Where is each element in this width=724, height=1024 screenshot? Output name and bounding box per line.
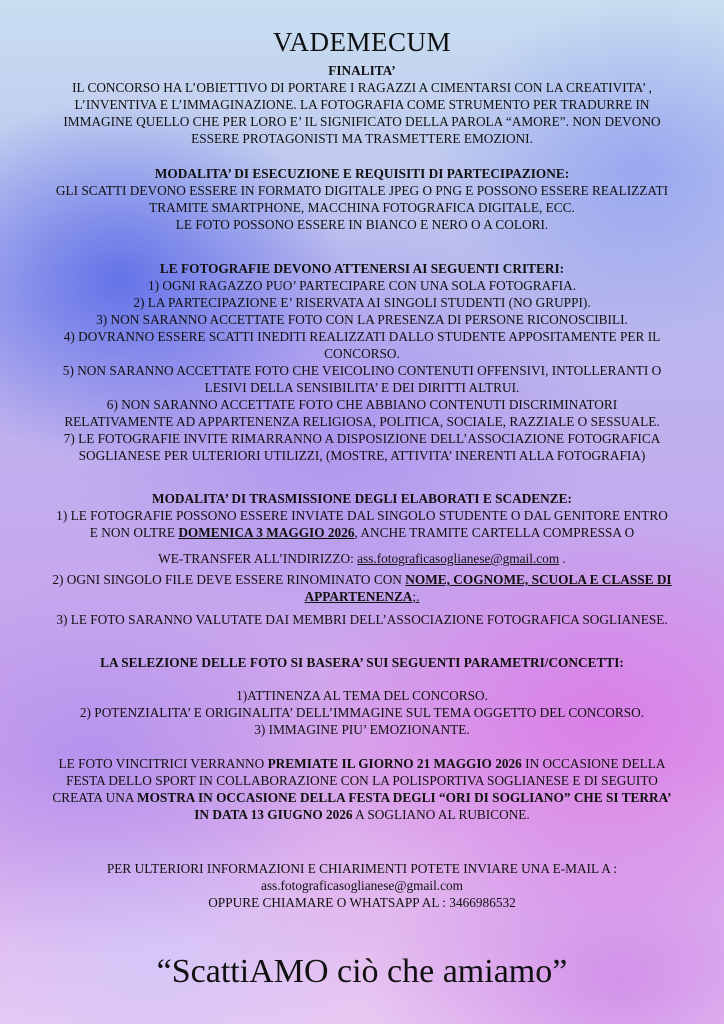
criteri-line: 6) NON SARANNO ACCETTATE FOTO CHE ABBIANO CONTENUTI DISCRIMINATORI [106, 397, 618, 412]
award-date: PREMIATE IL GIORNO 21 MAGGIO 2026 [267, 756, 522, 771]
rename-fields: NOME, COGNOME, SCUOLA E CLASSE DI [405, 572, 672, 587]
finalita-line: IMMAGINE QUELLO CHE PER LORO E’ IL SIGNIFICATO DELLA PAROLA “AMORE”. NON DEVONO [63, 114, 661, 129]
selezione-line: 1)ATTINENZA AL TEMA DEL CONCORSO. [236, 688, 488, 703]
deadline-date: DOMENICA 3 MAGGIO 2026 [178, 525, 355, 540]
selezione-list [12, 687, 712, 738]
selezione-heading: LA SELEZIONE DELLE FOTO SI BASERA’ SUI SEGUENTI PARAMETRI/CONCETTI: [100, 655, 624, 670]
trasmissione-rename-rule: 2) OGNI SINGOLO FILE DEVE ESSERE RINOMINATO CON NOME, COGNOME, SCUOLA E CLASSE DI APPARTENENZA;. [52, 572, 672, 604]
premiazione-section: LE FOTO VINCITRICI VERRANNO PREMIATE IL GIORNO 21 MAGGIO 2026 IN OCCASIONE DELLA FESTA DELLO SPORT IN COLLABORAZIONE CON LA POLISPORTIVA SOGLIANESE E DI SEGUITO CREATA UNA MOSTRA IN OCCASIONE DELLA FESTA DEGLI “ORI DI SOGLIANO” CHE SI TERRA’ IN DATA 13 GIUGNO 2026 A SOGLIANO AL RUBICONE. [52, 756, 672, 822]
selezione-line: 2) POTENZIALITA’ E ORIGINALITA’ DELL’IMMAGINE SUL TEMA OGGETTO DEL CONCORSO. [79, 705, 645, 720]
criteri-line: LESIVI DELLA SENSIBILITA’ E DEI DIRITTI ALTRUI. [204, 380, 520, 395]
finalita-heading: FINALITA’ [328, 63, 396, 78]
rename-fields-end: APPARTENENZA [304, 589, 413, 604]
modalita-line: GLI SCATTI DEVONO ESSERE IN FORMATO DIGITALE JPEG O PNG E POSSONO ESSERE REALIZZATI [55, 183, 669, 198]
exhibition-info: MOSTRA IN OCCASIONE DELLA FESTA DEGLI “ORI DI SOGLIANO” CHE SI TERRA’ [137, 790, 672, 805]
criteri-line: 1) OGNI RAGAZZO PUO’ PARTECIPARE CON UNA SOLA FOTOGRAFIA. [147, 278, 577, 293]
trasmissione-line: E NON OLTRE DOMENICA 3 MAGGIO 2026, ANCHE TRAMITE CARTELLA COMPRESSA O [89, 525, 635, 540]
contact-email-link[interactable]: ass.fotograficasoglianese@gmail.com [260, 878, 464, 893]
criteri-line: RELATIVAMENTE AD APPARTENENZA RELIGIOSA, POLITICA, SOCIALE, RAZZIALE O SESSUALE. [64, 414, 660, 429]
trasmissione-email-line: WE-TRANSFER ALL’INDIRIZZO: ass.fotograficasoglianese@gmail.com . [158, 551, 566, 566]
criteri-line: 5) NON SARANNO ACCETTATE FOTO CHE VEICOLINO CONTENUTI OFFENSIVI, INTOLLERANTI O [62, 363, 662, 378]
finalita-line: L’INVENTIVA E L’IMMAGINAZIONE. LA FOTOGRAFIA COME STRUMENTO PER TRADURRE IN [74, 97, 650, 112]
contact-phone: OPPURE CHIAMARE O WHATSAPP AL : 3466986532 [208, 895, 516, 910]
selezione-line: 3) IMMAGINE PIU’ EMOZIONANTE. [254, 722, 470, 737]
criteri-line: 2) LA PARTECIPAZIONE E’ RISERVATA AI SINGOLI STUDENTI (NO GRUPPI). [133, 295, 591, 310]
selezione-section [12, 654, 712, 671]
submission-email-link[interactable]: ass.fotograficasoglianese@gmail.com [357, 551, 560, 566]
criteri-section [12, 260, 712, 464]
criteri-line: 7) LE FOTOGRAFIE INVITE RIMARRANNO A DISPOSIZIONE DELL’ASSOCIAZIONE FOTOGRAFICA [63, 431, 661, 446]
modalita-heading: MODALITA’ DI ESECUZIONE E REQUISITI DI PARTECIPAZIONE: [154, 166, 570, 181]
finalita-line: ESSERE PROTAGONISTI MA TRASMETTERE EMOZIONI. [191, 131, 533, 146]
criteri-line: 3) NON SARANNO ACCETTATE FOTO CON LA PRESENZA DI PERSONE RICONOSCIBILI. [96, 312, 628, 327]
exhibition-date: IN DATA 13 GIUGNO 2026 [194, 807, 353, 822]
finalita-section [12, 62, 712, 147]
trasmissione-line: 1) LE FOTOGRAFIE POSSONO ESSERE INVIATE DAL SINGOLO STUDENTE O DAL GENITORE ENTRO [56, 508, 668, 523]
modalita-section [12, 165, 712, 233]
page-title: VADEMECUM [272, 27, 452, 57]
trasmissione-section [12, 490, 712, 541]
criteri-line: 4) DOVRANNO ESSERE SCATTI INEDITI REALIZZATI DALLO STUDENTE APPOSITAMENTE PER IL [63, 329, 661, 344]
criteri-heading: LE FOTOGRAFIE DEVONO ATTENERSI AI SEGUENTI CRITERI: [159, 261, 565, 276]
criteri-line: CONCORSO. [324, 346, 400, 361]
slogan: “ScattiAMO ciò che amiamo” [156, 953, 568, 990]
criteri-line: SOGLIANESE PER ULTERIORI UTILIZZI, (MOSTRE, ATTIVITA’ INERENTI ALLA FOTOGRAFIA) [78, 448, 646, 463]
finalita-line: IL CONCORSO HA L’OBIETTIVO DI PORTARE I RAGAZZI A CIMENTARSI CON LA CREATIVITA’ , [72, 80, 652, 95]
trasmissione-heading: MODALITA’ DI TRASMISSIONE DEGLI ELABORATI E SCADENZE: [152, 491, 572, 506]
modalita-line: LE FOTO POSSONO ESSERE IN BIANCO E NERO O A COLORI. [175, 217, 549, 232]
modalita-line: TRAMITE SMARTPHONE, MACCHINA FOTOGRAFICA DIGITALE, ECC. [149, 200, 575, 215]
contatti-section: PER ULTERIORI INFORMAZIONI E CHIARIMENTI POTETE INVIARE UNA E-MAIL A : ass.fotograficasoglianese@gmail.com OPPURE CHIAMARE O WHATSAPP AL : 3466986532 [12, 860, 712, 911]
trasmissione-valutazione: 3) LE FOTO SARANNO VALUTATE DAI MEMBRI DELL’ASSOCIAZIONE FOTOGRAFICA SOGLIANESE. [56, 612, 668, 627]
